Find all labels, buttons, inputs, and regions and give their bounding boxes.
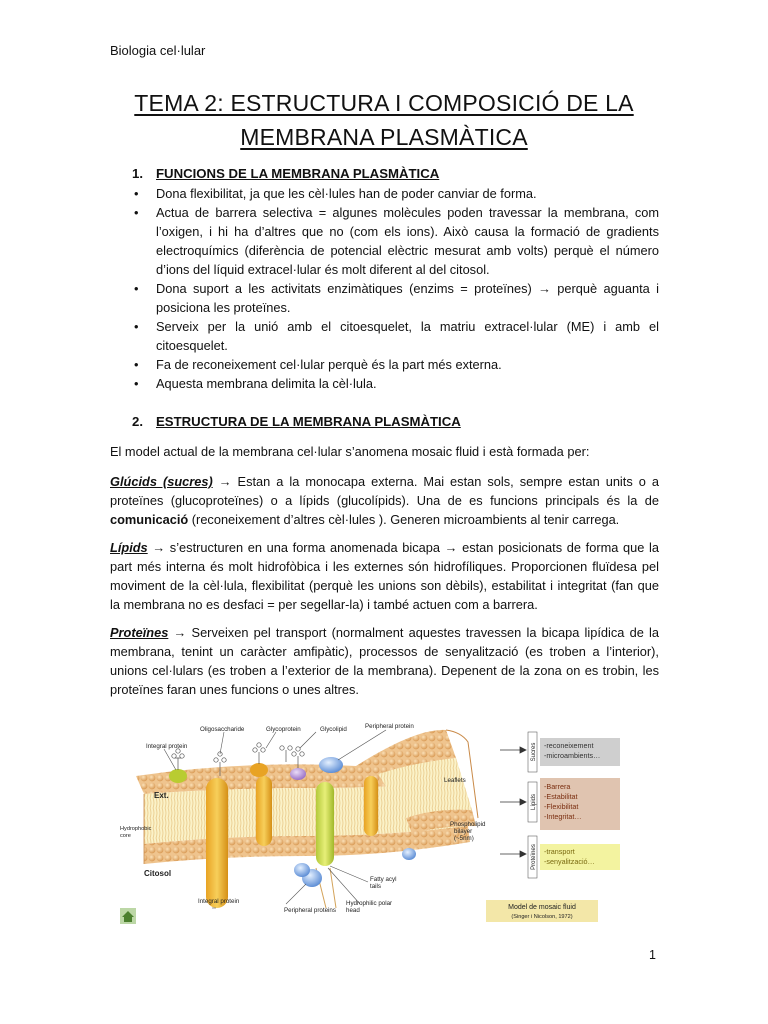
label-hydrophobic-core: core [120, 833, 131, 839]
glucids-text-1: → Estan a la monocapa externa. Mai estan sols, sempre estan units o a proteïnes (glucoproteïnes) o a lípids (glucolípids). Una de es funcions principals és la de [110, 474, 659, 508]
title-line-1: TEMA 2: ESTRUCTURA I COMPOSICIÓ DE LA [134, 90, 634, 116]
section-2-heading [132, 414, 461, 429]
category-arrows [500, 747, 526, 857]
bullet-item: • Dona flexibilitat, ja que les cèl·lules han de poder canviar de forma. [132, 184, 659, 203]
label-hydrophobic: Hydrophobic [120, 826, 152, 832]
lipids-paragraph [110, 538, 659, 614]
category-proteines-name: Proteïnes [531, 844, 537, 870]
document-title [110, 86, 658, 154]
label-bilayer-size: (~5nm) [454, 835, 474, 842]
label-hydrophilic: Hydrophilic polar [346, 900, 393, 907]
home-icon [120, 908, 136, 924]
section-1-heading [132, 166, 439, 181]
label-glycolipid: Glycolipid [320, 726, 347, 733]
section-2-title: ESTRUCTURA DE LA MEMBRANA PLASMÀTICA [156, 414, 461, 429]
label-citosol: Citosol [144, 869, 172, 878]
category-sucres [528, 732, 620, 772]
category-sucres-name: Sucres [531, 742, 537, 762]
bullet-item: • Aquesta membrana delimita la cèl·lula. [132, 374, 659, 393]
label-bilayer: bilayer [454, 828, 473, 835]
glucids-bold: comunicació [110, 512, 189, 527]
category-lipids [528, 778, 620, 830]
proteins-term: Proteïnes [110, 625, 169, 640]
page-number: 1 [649, 948, 656, 962]
bullet-item: • Actua de barrera selectiva = algunes molècules poden travessar la membrana, com l’oxigen, i hi ha d’altres que no (com els ions). Això causa la formació de gradients electroquímics (diferència de potencial elèctric mesurat amb volts) perquè el número d’ions del líquid extracel·lular és molt diferent al del citosol. [132, 203, 659, 279]
label-peripheral-proteins: Peripheral proteins [284, 907, 336, 914]
proteins-text: → Serveixen pel transport (normalment aquestes travessen la bicapa lipídica de la membrana, tenint un caràcter amfipàtic), processos de senyalització (es troben a l’interior), unions cel·lulars (es troben a l’exterior de la membrana). Depenent de la zona on es trobin, les proteïnes faran unes funcions o unes altres. [110, 625, 659, 697]
figure-caption [486, 900, 598, 922]
label-peripheral-protein: Peripheral protein [365, 723, 414, 730]
section-1-bullets [132, 184, 659, 393]
section-2-number: 2. [132, 414, 143, 429]
section-2-intro: El model actual de la membrana cel·lular s’anomena mosaic fluid i està formada per: [110, 444, 590, 459]
caption-line-2: (Singer i Nicolson, 1972) [511, 914, 573, 920]
bullet-item: • Fa de reconeixement cel·lular perquè és la part més externa. [132, 355, 659, 374]
section-1-number: 1. [132, 166, 143, 181]
bullet-item: • Serveix per la unió amb el citoesquelet, la matriu extracel·lular (ME) i amb el citoesquelet. [132, 317, 659, 355]
category-sucres-item-2: -microambients… [544, 751, 601, 760]
label-glycoprotein: Glycoprotein [266, 726, 301, 733]
category-lipids-item-2: -Estabilitat [544, 792, 578, 801]
lipids-text: → s’estructuren en una forma anomenada bicapa → estan posicionats de forma que la part més interna és molt hidrofòbica i les externes són hidrofíliques. Proporcionen fluïdesa pel moviment de la cèl·lula, flexibilitat (perquè les unions son dèbils), estabilitat i integritat (fan que la membrana no es desfaci = per segellar-la) i també actuen com a barrera. [110, 540, 659, 612]
lipids-term: Lípids [110, 540, 148, 555]
category-proteines-item-1: -transport [544, 847, 575, 856]
label-leaflets: Leaflets [444, 777, 466, 784]
title-line-2: MEMBRANA PLASMÀTICA [240, 124, 528, 150]
label-fatty-acyl: Fatty acyl [370, 876, 397, 883]
label-integral-protein-top: Integral protein [146, 743, 188, 750]
running-header: Biologia cel·lular [110, 43, 206, 58]
proteins-paragraph [110, 623, 659, 699]
category-lipids-name: Lípids [531, 793, 537, 811]
label-phospholipid: Phospholipid [450, 821, 486, 828]
category-lipids-item-3: -Flexibilitat [544, 802, 579, 811]
category-lipids-item-1: -Barrera [544, 782, 571, 791]
category-proteines [528, 836, 620, 878]
glucids-term: Glúcids (sucres) [110, 474, 213, 489]
glucids-paragraph [110, 472, 659, 529]
glucids-text-2: (reconeixement d’altres cèl·lules ). Generen microambients al tenir carrega. [188, 512, 620, 527]
fluid-mosaic-figure [116, 718, 628, 930]
category-proteines-item-2: -senyalització… [544, 857, 595, 866]
bullet-item: • Dona suport a les activitats enzimàtiques (enzims = proteïnes) → perquè aguanta i posiciona les proteïnes. [132, 279, 659, 317]
caption-line-1: Model de mosaic fluid [508, 904, 576, 911]
label-fatty-acyl-tails: tails [370, 883, 382, 890]
section-1-title: FUNCIONS DE LA MEMBRANA PLASMÀTICA [156, 166, 440, 181]
label-ext: Ext. [154, 791, 169, 800]
label-oligosaccharide: Oligosaccharide [200, 726, 245, 733]
category-lipids-item-4: -Integritat… [544, 812, 582, 821]
label-integral-protein-bottom: Integral protein [198, 898, 240, 905]
category-sucres-item-1: -reconeixement [544, 741, 594, 750]
label-hydrophilic-head: head [346, 907, 360, 914]
